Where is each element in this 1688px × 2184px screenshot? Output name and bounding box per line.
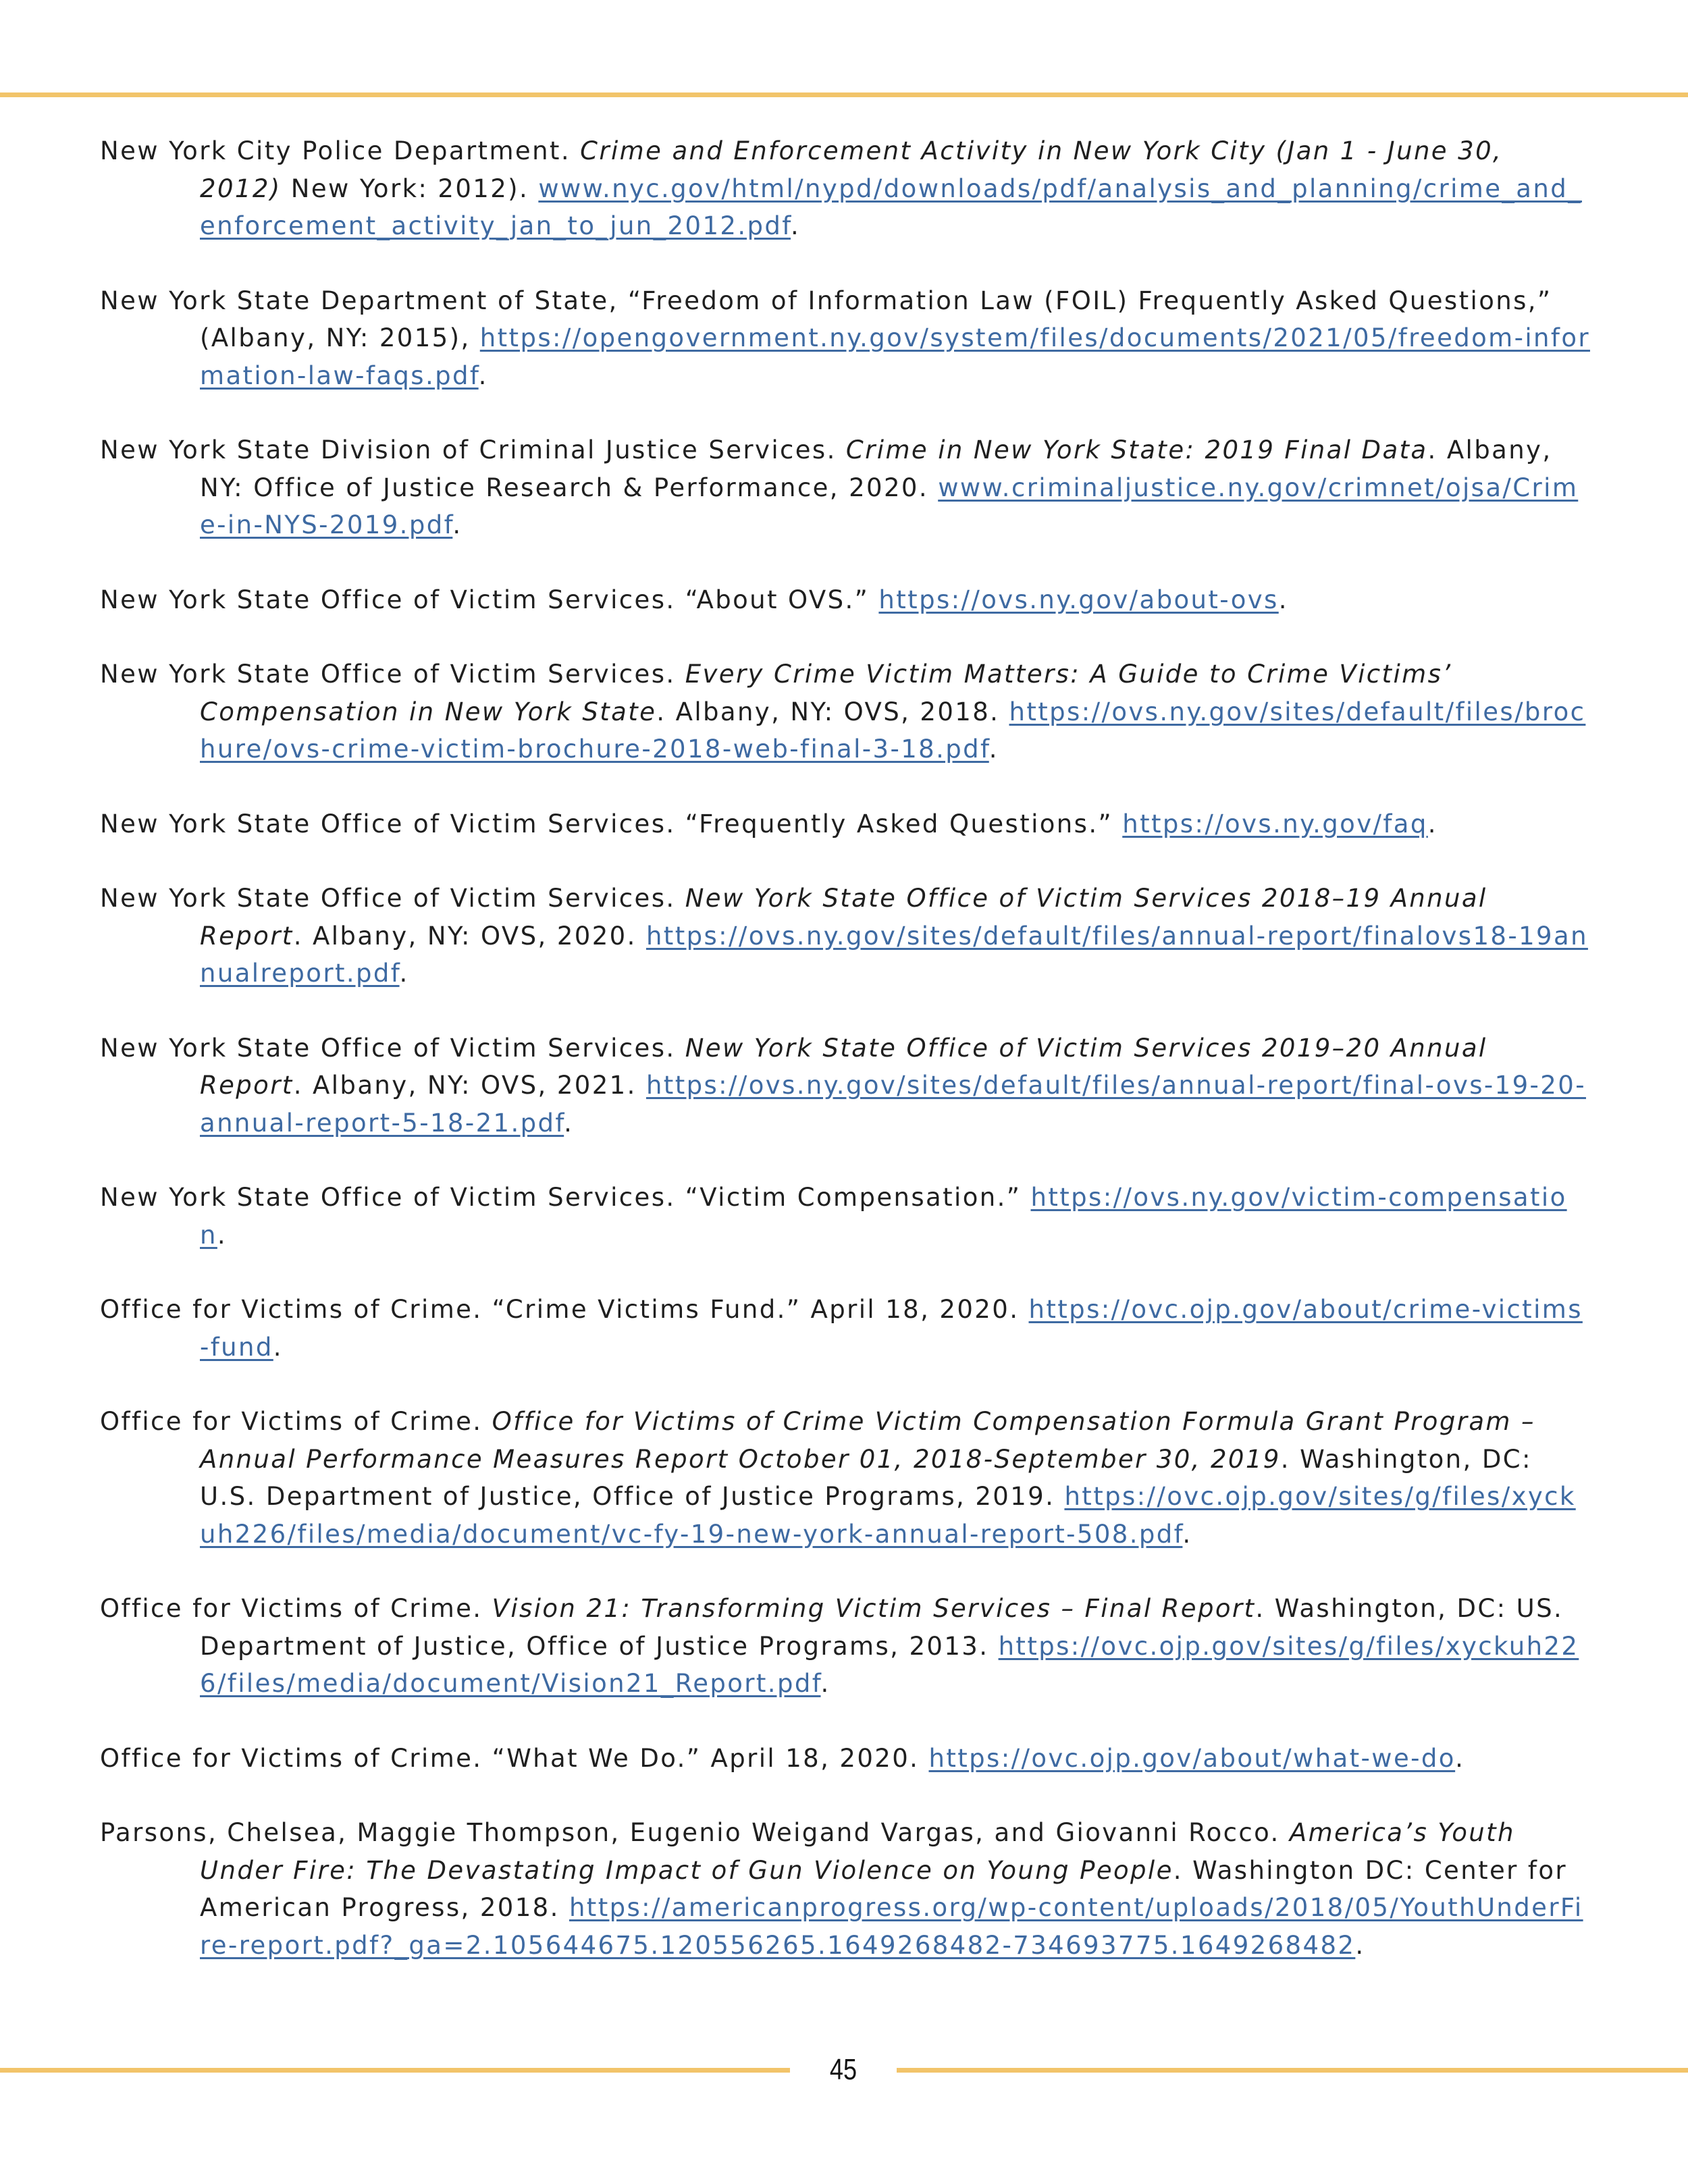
reference-link[interactable]: https://ovs.ny.gov/faq: [1122, 809, 1428, 838]
reference-punctuation: .: [564, 1108, 574, 1138]
reference-title: Crime in New York State: 2019 Final Data: [845, 435, 1428, 464]
reference-punctuation: .: [1455, 1743, 1465, 1773]
reference-text: Parsons, Chelsea, Maggie Thompson, Eugenio Weigand Vargas, and Giovanni Rocco.: [100, 1818, 1290, 1847]
reference-entry: [100, 431, 1592, 544]
reference-link[interactable]: https://ovs.ny.gov/sites/default/files/annual-report/final-ovs-19-20-annual-report-5-18-21.pdf: [200, 1071, 1586, 1138]
reference-entry: [100, 581, 1592, 619]
reference-text: Office for Victims of Crime.: [100, 1407, 492, 1436]
reference-entry: [100, 656, 1592, 768]
reference-title: Office for Victims of Crime Victim Compensation Formula Grant Program – Annual Performance Measures Report October 01, 2018-September 30, 2019: [200, 1407, 1535, 1474]
reference-text: Office for Victims of Crime.: [100, 1594, 492, 1623]
reference-text: New York State Office of Victim Services.: [100, 884, 685, 913]
reference-text: New York State Office of Victim Services.: [100, 660, 685, 689]
reference-entry: [100, 1030, 1592, 1142]
reference-punctuation: .: [1355, 1930, 1365, 1960]
reference-link[interactable]: https://ovc.ojp.gov/about/crime-victims-fund: [200, 1295, 1583, 1362]
reference-entry: [100, 1179, 1592, 1254]
reference-entry: [100, 1590, 1592, 1703]
reference-punctuation: .: [399, 959, 409, 988]
reference-punctuation: .: [791, 211, 801, 240]
reference-text: . Washington DC: Center for American Progress, 2018.: [200, 1855, 1567, 1922]
reference-text: New York State Office of Victim Services. “Victim Compensation.”: [100, 1183, 1031, 1212]
reference-link[interactable]: https://ovs.ny.gov/victim-compensation: [200, 1183, 1567, 1250]
reference-text: New York: 2012).: [281, 174, 539, 203]
reference-entry: [100, 1291, 1592, 1366]
reference-title: New York State Office of Victim Services 2018–19 Annual Report: [200, 884, 1487, 951]
reference-link[interactable]: https://ovs.ny.gov/about-ovs: [878, 585, 1279, 614]
reference-link[interactable]: https://americanprogress.org/wp-content/uploads/2018/05/YouthUnderFire-report.pdf?_ga=2.105644675.120556265.1649268482-734693775.1649268482: [200, 1893, 1583, 1960]
reference-title: Crime and Enforcement Activity in New York City (Jan 1 - June 30, 2012): [200, 136, 1503, 203]
reference-punctuation: .: [273, 1332, 283, 1362]
reference-title: New York State Office of Victim Services 2019–20 Annual Report: [200, 1033, 1487, 1100]
reference-link[interactable]: www.nyc.gov/html/nypd/downloads/pdf/analysis_and_planning/crime_and_enforcement_activity_jan_to_jun_2012.pdf: [200, 174, 1582, 240]
reference-punctuation: .: [452, 510, 463, 539]
reference-text: . Albany, NY: OVS, 2020.: [293, 921, 646, 951]
footer-rule-right: [897, 2068, 1688, 2073]
reference-text: . Washington, DC: U.S. Department of Justice, Office of Justice Programs, 2019.: [200, 1444, 1532, 1511]
reference-text: . Albany, NY: OVS, 2018.: [656, 697, 1009, 726]
reference-text: . Washington, DC: US. Department of Justice, Office of Justice Programs, 2013.: [200, 1594, 1564, 1661]
reference-link[interactable]: https://opengovernment.ny.gov/system/files/documents/2021/05/freedom-information-law-faqs.pdf: [200, 323, 1590, 390]
reference-text: Office for Victims of Crime. “Crime Victims Fund.” April 18, 2020.: [100, 1295, 1029, 1324]
reference-link[interactable]: https://ovs.ny.gov/sites/default/files/brochure/ovs-crime-victim-brochure-2018-web-final-3-18.pdf: [200, 697, 1586, 764]
reference-text: New York State Department of State, “Freedom of Information Law (FOIL) Frequently Asked Questions,” (Albany, NY: 2015),: [100, 286, 1552, 352]
reference-entry: [100, 805, 1592, 843]
reference-punctuation: .: [217, 1220, 228, 1250]
reference-text: New York City Police Department.: [100, 136, 581, 165]
reference-entry: [100, 1403, 1592, 1553]
reference-text: New York State Office of Victim Services. “About OVS.”: [100, 585, 879, 614]
reference-link[interactable]: https://ovs.ny.gov/sites/default/files/annual-report/finalovs18-19annualreport.pdf: [200, 921, 1588, 988]
page-number: 45: [829, 2053, 858, 2086]
reference-text: . Albany, NY: OVS, 2021.: [293, 1071, 646, 1100]
reference-title: Vision 21: Transforming Victim Services – Final Report: [492, 1594, 1256, 1623]
reference-title: America’s Youth Under Fire: The Devastating Impact of Gun Violence on Young People: [200, 1818, 1515, 1885]
reference-link[interactable]: www.criminaljustice.ny.gov/crimnet/ojsa/Crime-in-NYS-2019.pdf: [200, 473, 1579, 539]
reference-entry: [100, 1814, 1592, 1964]
reference-entry: [100, 282, 1592, 395]
reference-punctuation: .: [1427, 809, 1438, 838]
reference-punctuation: .: [1278, 585, 1288, 614]
reference-punctuation: .: [478, 361, 488, 390]
reference-punctuation: .: [1182, 1519, 1192, 1549]
reference-link[interactable]: https://ovc.ojp.gov/about/what-we-do: [928, 1743, 1456, 1773]
reference-entry: [100, 132, 1592, 245]
header-rule: [0, 92, 1688, 97]
reference-punctuation: .: [988, 735, 999, 764]
reference-link[interactable]: https://ovc.ojp.gov/sites/g/files/xyckuh226/files/media/document/Vision21_Report.pdf: [200, 1631, 1579, 1698]
reference-punctuation: .: [820, 1669, 830, 1698]
reference-text: New York State Office of Victim Services.: [100, 1033, 685, 1063]
reference-entry: [100, 880, 1592, 992]
reference-title: Every Crime Victim Matters: A Guide to Crime Victims’ Compensation in New York State: [200, 660, 1452, 726]
reference-link[interactable]: https://ovc.ojp.gov/sites/g/files/xyckuh226/files/media/document/vc-fy-19-new-york-annual-report-508.pdf: [200, 1482, 1576, 1549]
reference-entry: [100, 1740, 1592, 1778]
reference-text: New York State Office of Victim Services. “Frequently Asked Questions.”: [100, 809, 1123, 838]
reference-list: [100, 132, 1592, 2001]
footer-rule-left: [0, 2068, 790, 2073]
reference-text: . Albany, NY: Office of Justice Research & Performance, 2020.: [200, 435, 1552, 502]
reference-text: New York State Division of Criminal Justice Services.: [100, 435, 846, 464]
reference-text: Office for Victims of Crime. “What We Do.” April 18, 2020.: [100, 1743, 929, 1773]
